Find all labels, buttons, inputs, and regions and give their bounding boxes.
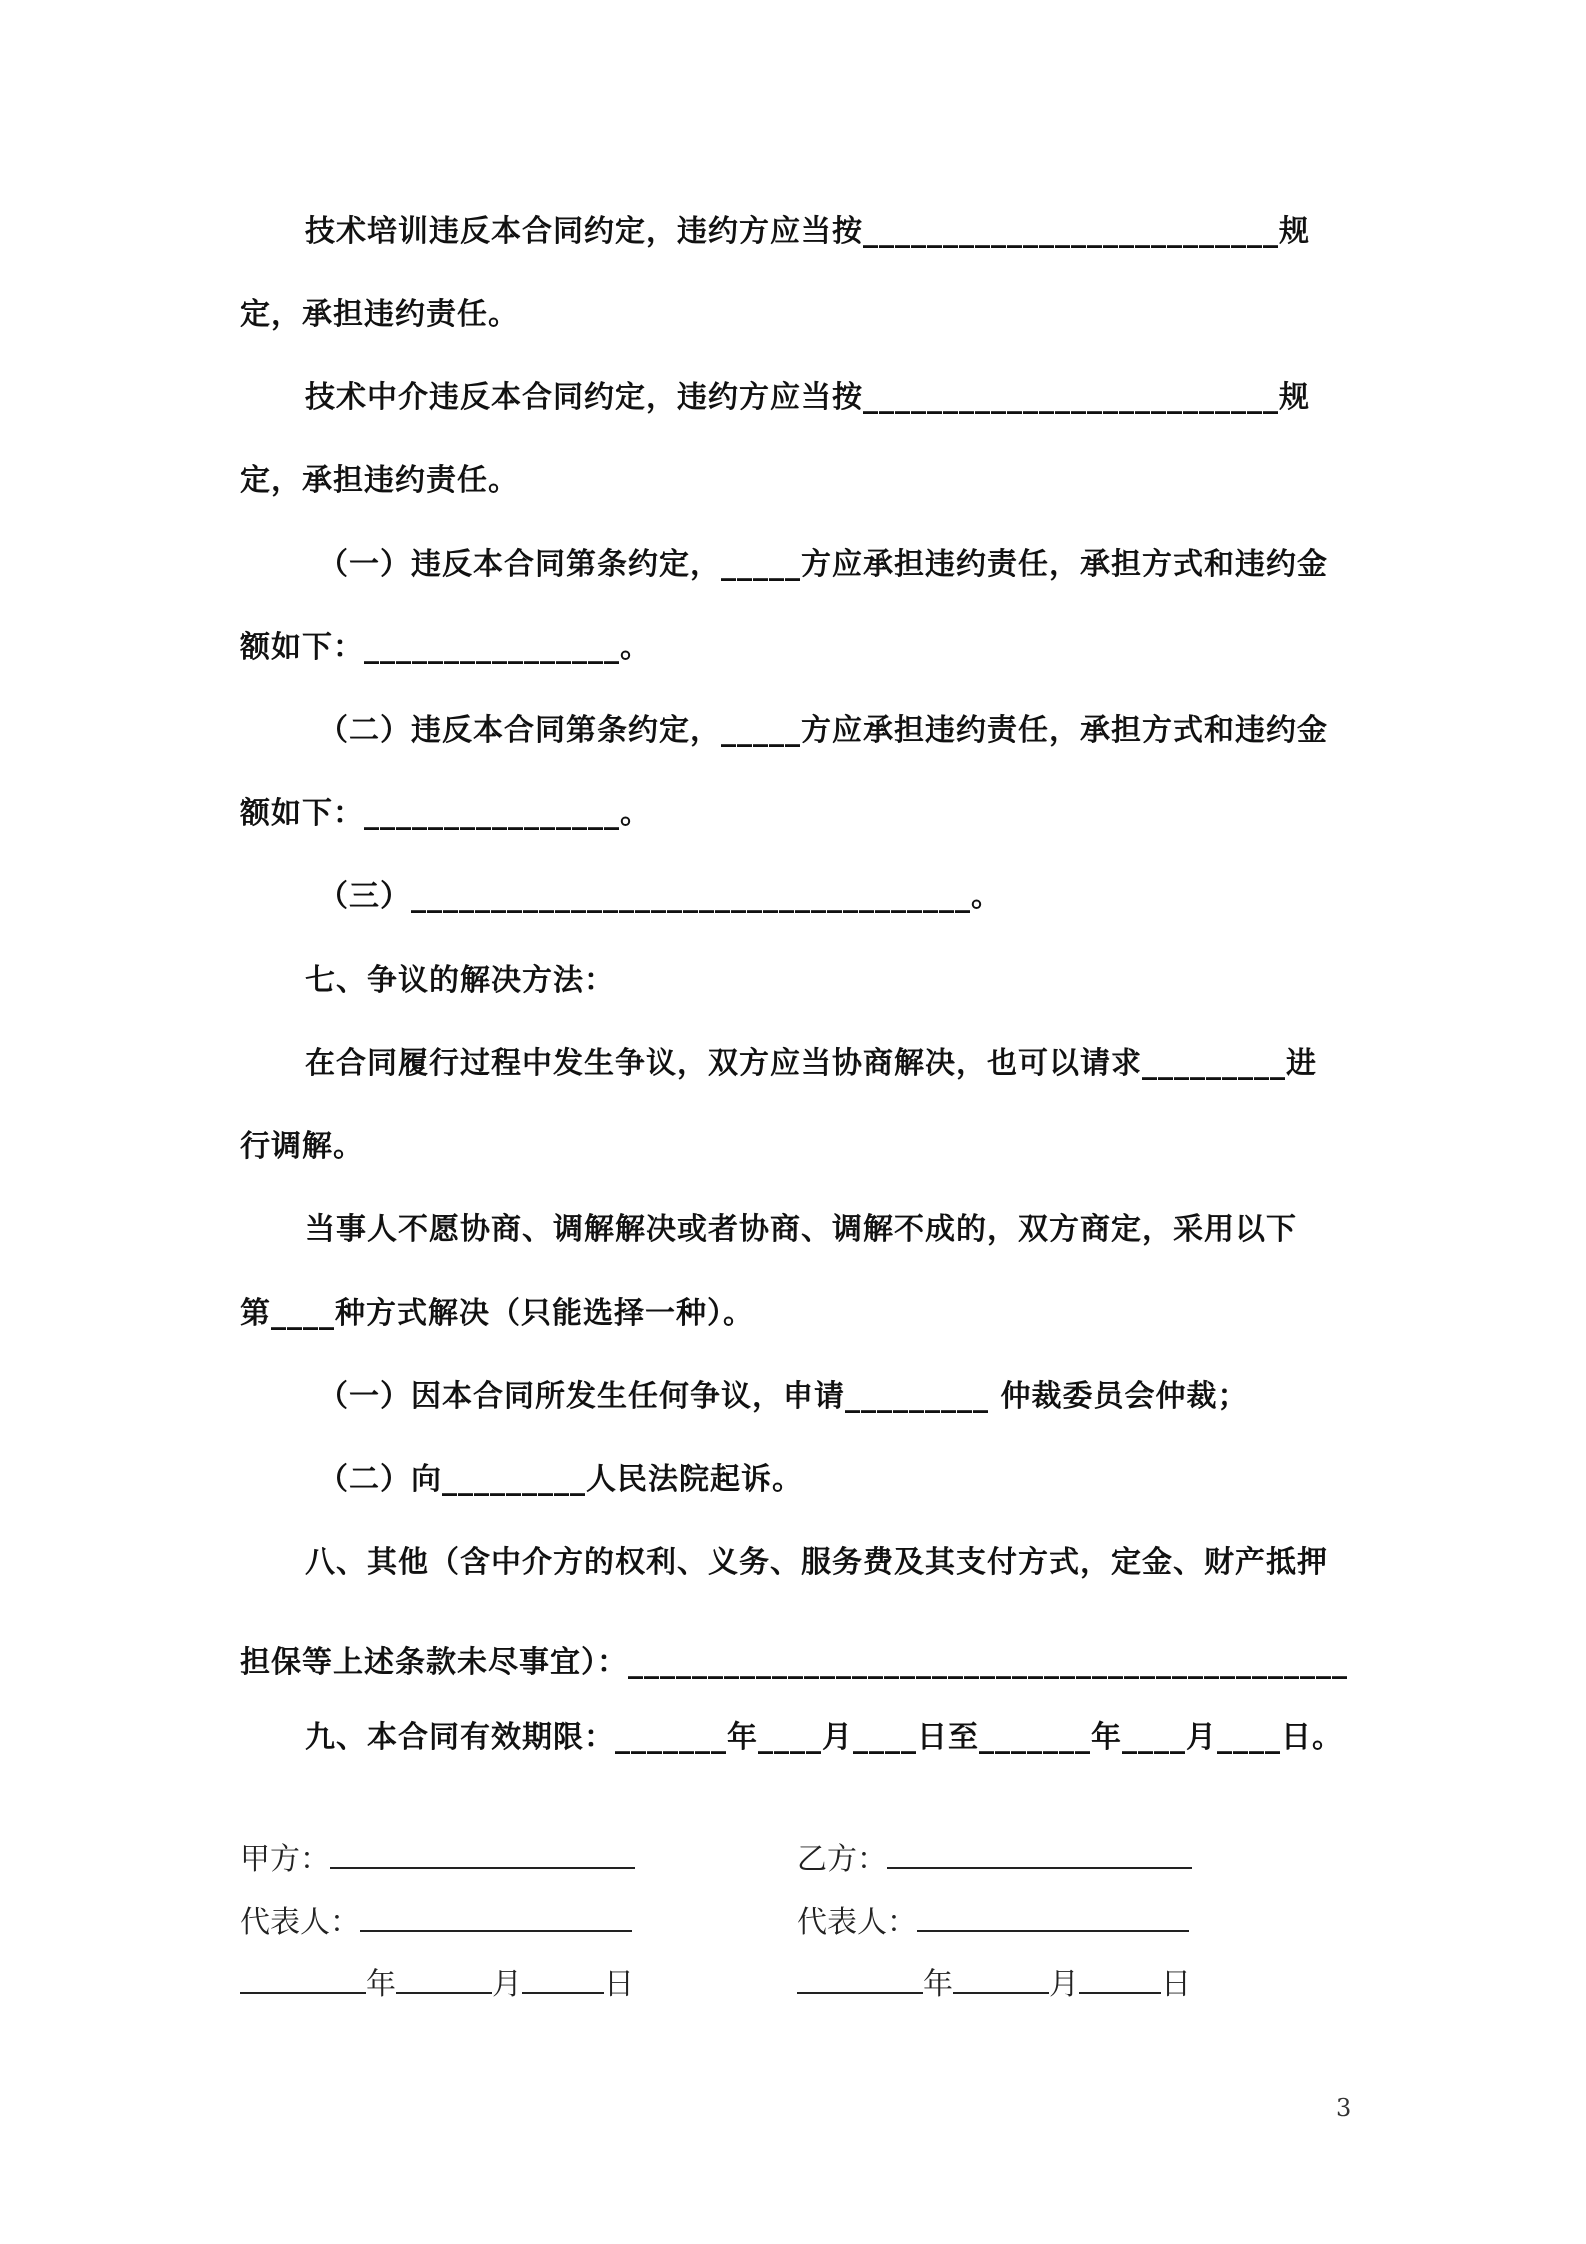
breach-item-2: （二）违反本合同第条约定，_____方应承担违约责任，承担方式和违约金 — [318, 713, 1328, 748]
dispute-resolution-choice: 当事人不愿协商、调解解决或者协商、调解不成的，双方商定，采用以下 — [305, 1212, 1297, 1247]
clause-training-liability: 技术培训违反本合同约定，违约方应当按__________________________规 — [305, 214, 1310, 249]
section-9-validity: 九、本合同有效期限：_______年____月____日至_______年____月____日。 — [305, 1720, 1343, 1755]
section-8-other: 八、其他（含中介方的权利、义务、服务费及其支付方式，定金、财产抵押 — [305, 1545, 1328, 1580]
rep-b-signature-line[interactable] — [917, 1900, 1189, 1932]
rep-a-row — [240, 1900, 632, 1943]
party-b-row — [797, 1837, 1192, 1880]
dispute-option-court: （二）向_________人民法院起诉。 — [318, 1462, 803, 1497]
date-b-year-line[interactable] — [797, 1962, 923, 1994]
date-a-year-line[interactable] — [240, 1962, 366, 1994]
rep-a-signature-line[interactable] — [360, 1900, 632, 1932]
clause-intermediary-liability: 技术中介违反本合同约定，违约方应当按__________________________规 — [305, 380, 1310, 415]
date-a-month-line[interactable] — [396, 1962, 492, 1994]
page-number: 3 — [1336, 2094, 1352, 2122]
date-b-day-label: 日 — [1161, 1967, 1191, 2002]
dispute-mediation: 在合同履行过程中发生争议，双方应当协商解决，也可以请求_________进 — [305, 1046, 1317, 1081]
party-a-signature-line[interactable] — [330, 1837, 635, 1869]
date-a-month-label: 月 — [492, 1967, 522, 2002]
breach-item-1: （一）违反本合同第条约定，_____方应承担违约责任，承担方式和违约金 — [318, 547, 1328, 582]
breach-item-3: （三）___________________________________。 — [318, 879, 1002, 914]
date-a-day-line[interactable] — [522, 1962, 604, 1994]
breach-item-1-cont: 额如下：________________。 — [240, 630, 651, 665]
clause-intermediary-liability-cont: 定，承担违约责任。 — [240, 463, 519, 498]
breach-item-2-cont: 额如下：________________。 — [240, 796, 651, 831]
date-a-day-label: 日 — [604, 1967, 634, 2002]
date-b-row — [797, 1962, 1191, 2005]
dispute-mediation-cont: 行调解。 — [240, 1129, 364, 1164]
section-8-other-cont: 担保等上述条款未尽事宜）：_____________________________________________ — [240, 1645, 1348, 1680]
section-7-heading: 七、争议的解决方法： — [305, 963, 615, 998]
dispute-option-arbitration: （一）因本合同所发生任何争议，申请_________ 仲裁委员会仲裁； — [318, 1379, 1249, 1414]
dispute-resolution-choice-cont: 第____种方式解决（只能选择一种）。 — [240, 1296, 754, 1331]
rep-a-label: 代表人： — [240, 1905, 360, 1940]
party-a-label: 甲方： — [240, 1842, 330, 1877]
date-b-day-line[interactable] — [1079, 1962, 1161, 1994]
rep-b-label: 代表人： — [797, 1905, 917, 1940]
date-a-row — [240, 1962, 634, 2005]
party-b-label: 乙方： — [797, 1842, 887, 1877]
party-b-signature-line[interactable] — [887, 1837, 1192, 1869]
rep-b-row — [797, 1900, 1189, 1943]
date-b-month-line[interactable] — [953, 1962, 1049, 1994]
date-b-year-label: 年 — [923, 1967, 953, 2002]
party-a-row — [240, 1837, 635, 1880]
date-b-month-label: 月 — [1049, 1967, 1079, 2002]
clause-training-liability-cont: 定，承担违约责任。 — [240, 297, 519, 332]
date-a-year-label: 年 — [366, 1967, 396, 2002]
